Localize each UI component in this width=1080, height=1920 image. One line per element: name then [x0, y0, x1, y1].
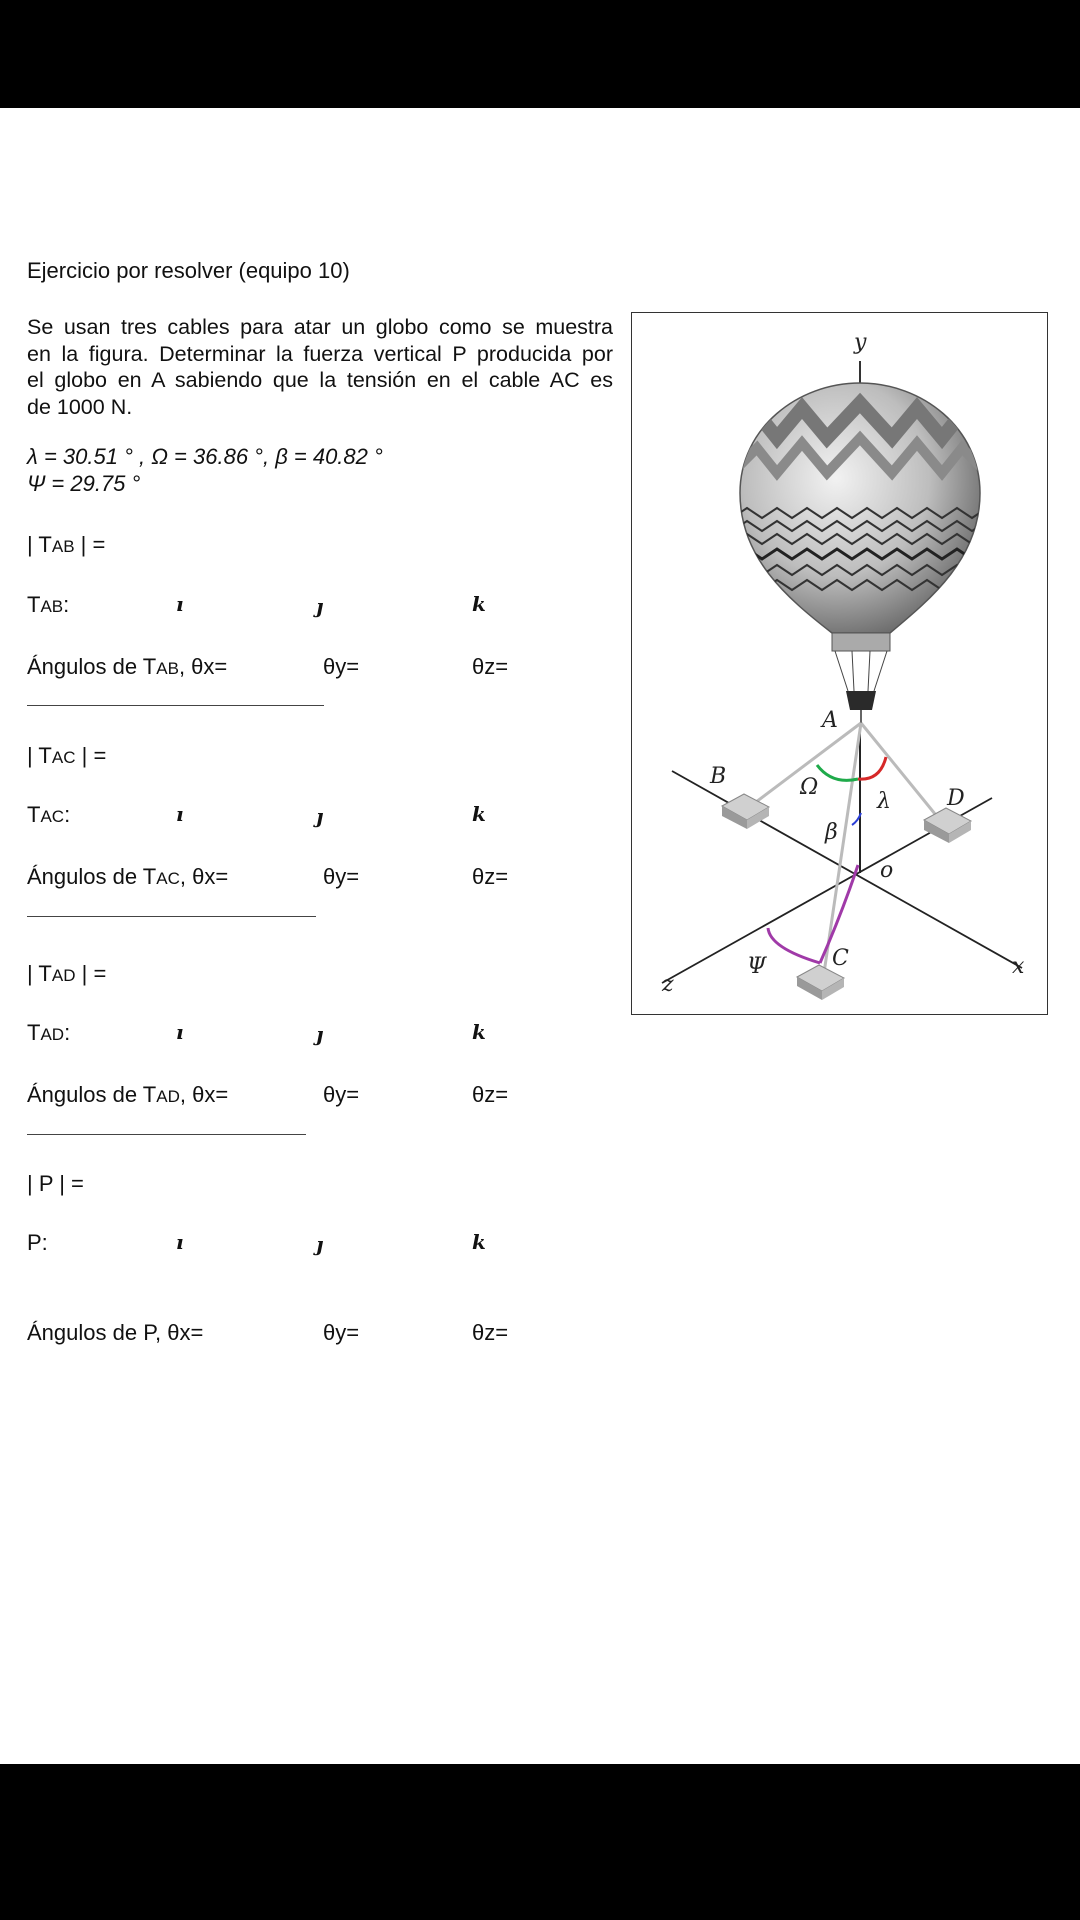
given-angles-2: Ψ = 29.75 °: [27, 471, 141, 496]
problem-line: Se usan tres cables para atar un globo como se muestra: [27, 315, 613, 339]
j-unit-vector: ȷ: [316, 804, 324, 828]
beta-label: β: [825, 820, 838, 845]
answer-line: [27, 705, 324, 706]
problem-line: de 1000 N.: [27, 394, 133, 419]
document-page: [0, 108, 1080, 1764]
lambda-arc: [858, 757, 886, 779]
theta-z-label: θz=: [472, 1320, 509, 1345]
psi-label: Ψ: [747, 954, 767, 979]
k-unit-vector: k: [472, 1230, 486, 1254]
balloon-diagram: [632, 313, 1047, 1014]
psi-arc: [768, 928, 820, 963]
problem-statement: [27, 314, 613, 420]
cable-ac: [824, 723, 861, 973]
tad-components-label: TAD:: [27, 1020, 71, 1045]
given-angles-1: λ = 30.51 ° , Ω = 36.86 °, β = 40.82 °: [27, 444, 383, 469]
point-b-label: B: [710, 764, 727, 789]
k-unit-vector: k: [472, 592, 486, 616]
i-unit-vector: ı: [176, 802, 184, 826]
theta-z-label: θz=: [472, 864, 509, 889]
j-unit-vector: ȷ: [316, 594, 324, 618]
tad-magnitude-label: | TAD | =: [27, 961, 107, 986]
balloon: [732, 383, 987, 723]
theta-y-label: θy=: [323, 1320, 360, 1345]
tab-components-label: TAB:: [27, 592, 70, 617]
i-unit-vector: ı: [176, 1230, 184, 1254]
theta-z-label: θz=: [472, 654, 509, 679]
i-unit-vector: ı: [176, 1020, 184, 1044]
theta-z-label: θz=: [472, 1082, 509, 1107]
p-angles-label: Ángulos de P, θx=: [27, 1320, 204, 1345]
lambda-label: λ: [877, 789, 891, 814]
problem-line: el globo en A sabiendo que la tensión en el cable AC es: [27, 368, 613, 392]
p-magnitude-label: | P | =: [27, 1171, 84, 1196]
x-axis-label: x: [1012, 954, 1025, 979]
y-axis-label: y: [854, 330, 867, 355]
omega-label: Ω: [800, 775, 819, 800]
answer-line: [27, 1134, 306, 1135]
k-unit-vector: k: [472, 1020, 486, 1044]
answer-line: [27, 916, 316, 917]
point-d-label: D: [947, 786, 965, 811]
tac-components-label: TAC:: [27, 802, 71, 827]
k-unit-vector: k: [472, 802, 486, 826]
problem-line: en la figura. Determinar la fuerza vertical P producida por: [27, 341, 613, 366]
tac-magnitude-label: | TAC | =: [27, 743, 107, 768]
p-components-label: P:: [27, 1230, 48, 1255]
point-c-label: C: [832, 946, 849, 971]
x-axis: [672, 771, 1022, 968]
tad-angles-label: Ángulos de TAD, θx=: [27, 1082, 229, 1107]
theta-y-label: θy=: [323, 864, 360, 889]
point-a-label: A: [822, 708, 838, 733]
j-unit-vector: ȷ: [316, 1022, 324, 1046]
theta-y-label: θy=: [323, 1082, 360, 1107]
tab-angles-label: Ángulos de TAB, θx=: [27, 654, 228, 679]
theta-y-label: θy=: [323, 654, 360, 679]
tac-angles-label: Ángulos de TAC, θx=: [27, 864, 229, 889]
exercise-title: Ejercicio por resolver (equipo 10): [27, 258, 350, 283]
origin-label: o: [880, 858, 894, 883]
balloon-figure: [631, 312, 1048, 1015]
cable-ad: [861, 723, 944, 825]
j-unit-vector: ȷ: [316, 1232, 324, 1256]
z-axis-label: z: [662, 972, 674, 997]
tab-magnitude-label: | TAB | =: [27, 532, 106, 557]
i-unit-vector: ı: [176, 592, 184, 616]
